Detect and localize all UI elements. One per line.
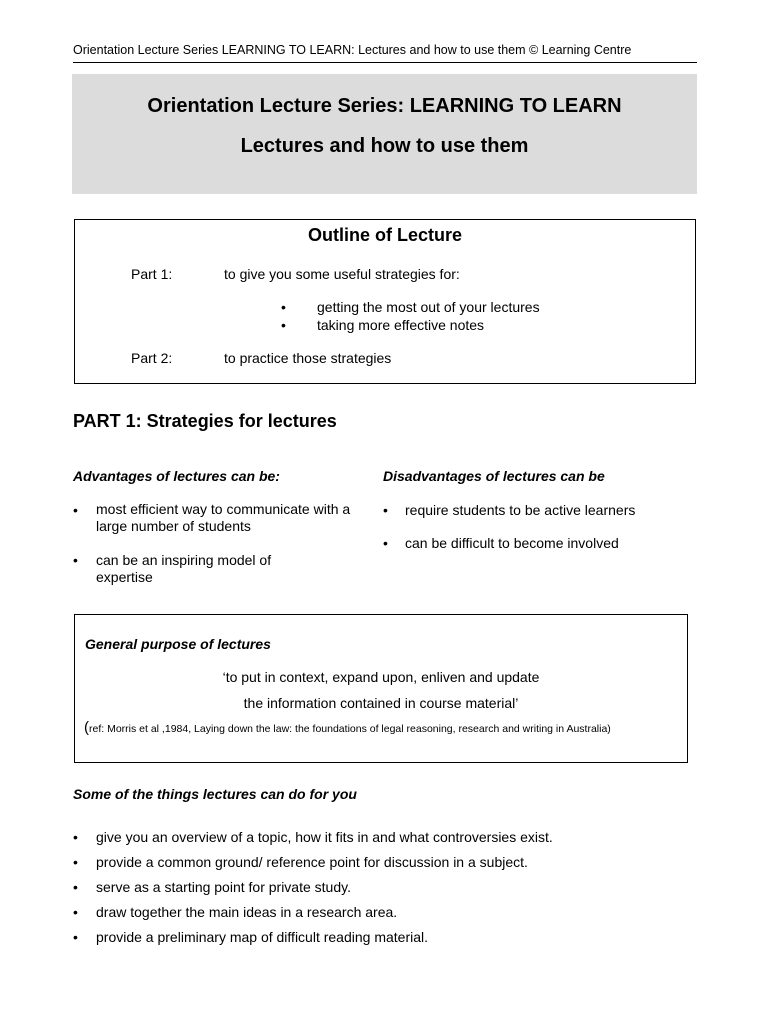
outline-heading: Outline of Lecture — [307, 225, 462, 245]
reference-text: ref: Morris et al ,1984, Laying down the law: the foundations of legal reasoning, research and writing in Australia) — [89, 723, 611, 735]
part2-label: Part 2: — [131, 350, 173, 366]
bullet-dot: • — [383, 502, 388, 518]
disadvantage-item: require students to be active learners — [405, 502, 636, 518]
disadvantage-item: can be difficult to become involved — [405, 535, 619, 551]
list-item: provide a preliminary map of difficult reading material. — [96, 929, 429, 945]
bullet-dot: • — [73, 502, 78, 518]
advantage-item: most efficient way to communicate with a large number of students — [96, 501, 351, 534]
purpose-heading: General purpose of lectures — [85, 636, 271, 652]
purpose-quote-line: the information contained in course material’ — [243, 695, 519, 711]
bullet-dot: • — [73, 552, 78, 568]
outline-bullet-dot: • — [281, 299, 286, 315]
bullet-dot: • — [73, 879, 78, 895]
outline-bullet-dot: • — [281, 317, 286, 333]
purpose-box — [74, 614, 688, 763]
title-box — [72, 74, 697, 194]
advantages-heading: Advantages of lectures can be: — [73, 468, 280, 484]
list-item: provide a common ground/ reference point for discussion in a subject. — [96, 854, 528, 870]
outline-bullet-item: taking more effective notes — [317, 317, 485, 333]
purpose-quote-line: ‘to put in context, expand upon, enliven and update — [222, 669, 540, 685]
list-item: draw together the main ideas in a research area. — [96, 904, 398, 920]
purpose-reference — [84, 719, 611, 736]
header-rule — [73, 62, 697, 63]
advantage-item: can be an inspiring model of expertise — [96, 552, 272, 585]
things-heading: Some of the things lectures can do for you — [73, 786, 357, 802]
bullet-dot: • — [73, 854, 78, 870]
bullet-dot: • — [73, 904, 78, 920]
disadvantages-heading: Disadvantages of lectures can be — [383, 468, 605, 484]
bullet-dot: • — [383, 535, 388, 551]
list-item: serve as a starting point for private study. — [96, 879, 351, 895]
document-subtitle: Lectures and how to use them — [240, 135, 529, 157]
list-item: give you an overview of a topic, how it fits in and what controversies exist. — [96, 829, 553, 845]
bullet-dot: • — [73, 829, 78, 845]
part1-heading: PART 1: Strategies for lectures — [73, 411, 337, 431]
part1-text: to give you some useful strategies for: — [224, 266, 460, 282]
part1-label: Part 1: — [131, 266, 173, 282]
running-header: Orientation Lecture Series LEARNING TO LEARN: Lectures and how to use them © Learning Centre — [73, 43, 632, 57]
document-title: Orientation Lecture Series: LEARNING TO LEARN — [147, 95, 622, 117]
part2-text: to practice those strategies — [224, 350, 392, 366]
reference-paren: ( — [84, 719, 89, 736]
bullet-dot: • — [73, 929, 78, 945]
outline-bullet-item: getting the most out of your lectures — [317, 299, 540, 315]
outline-box — [74, 219, 696, 384]
